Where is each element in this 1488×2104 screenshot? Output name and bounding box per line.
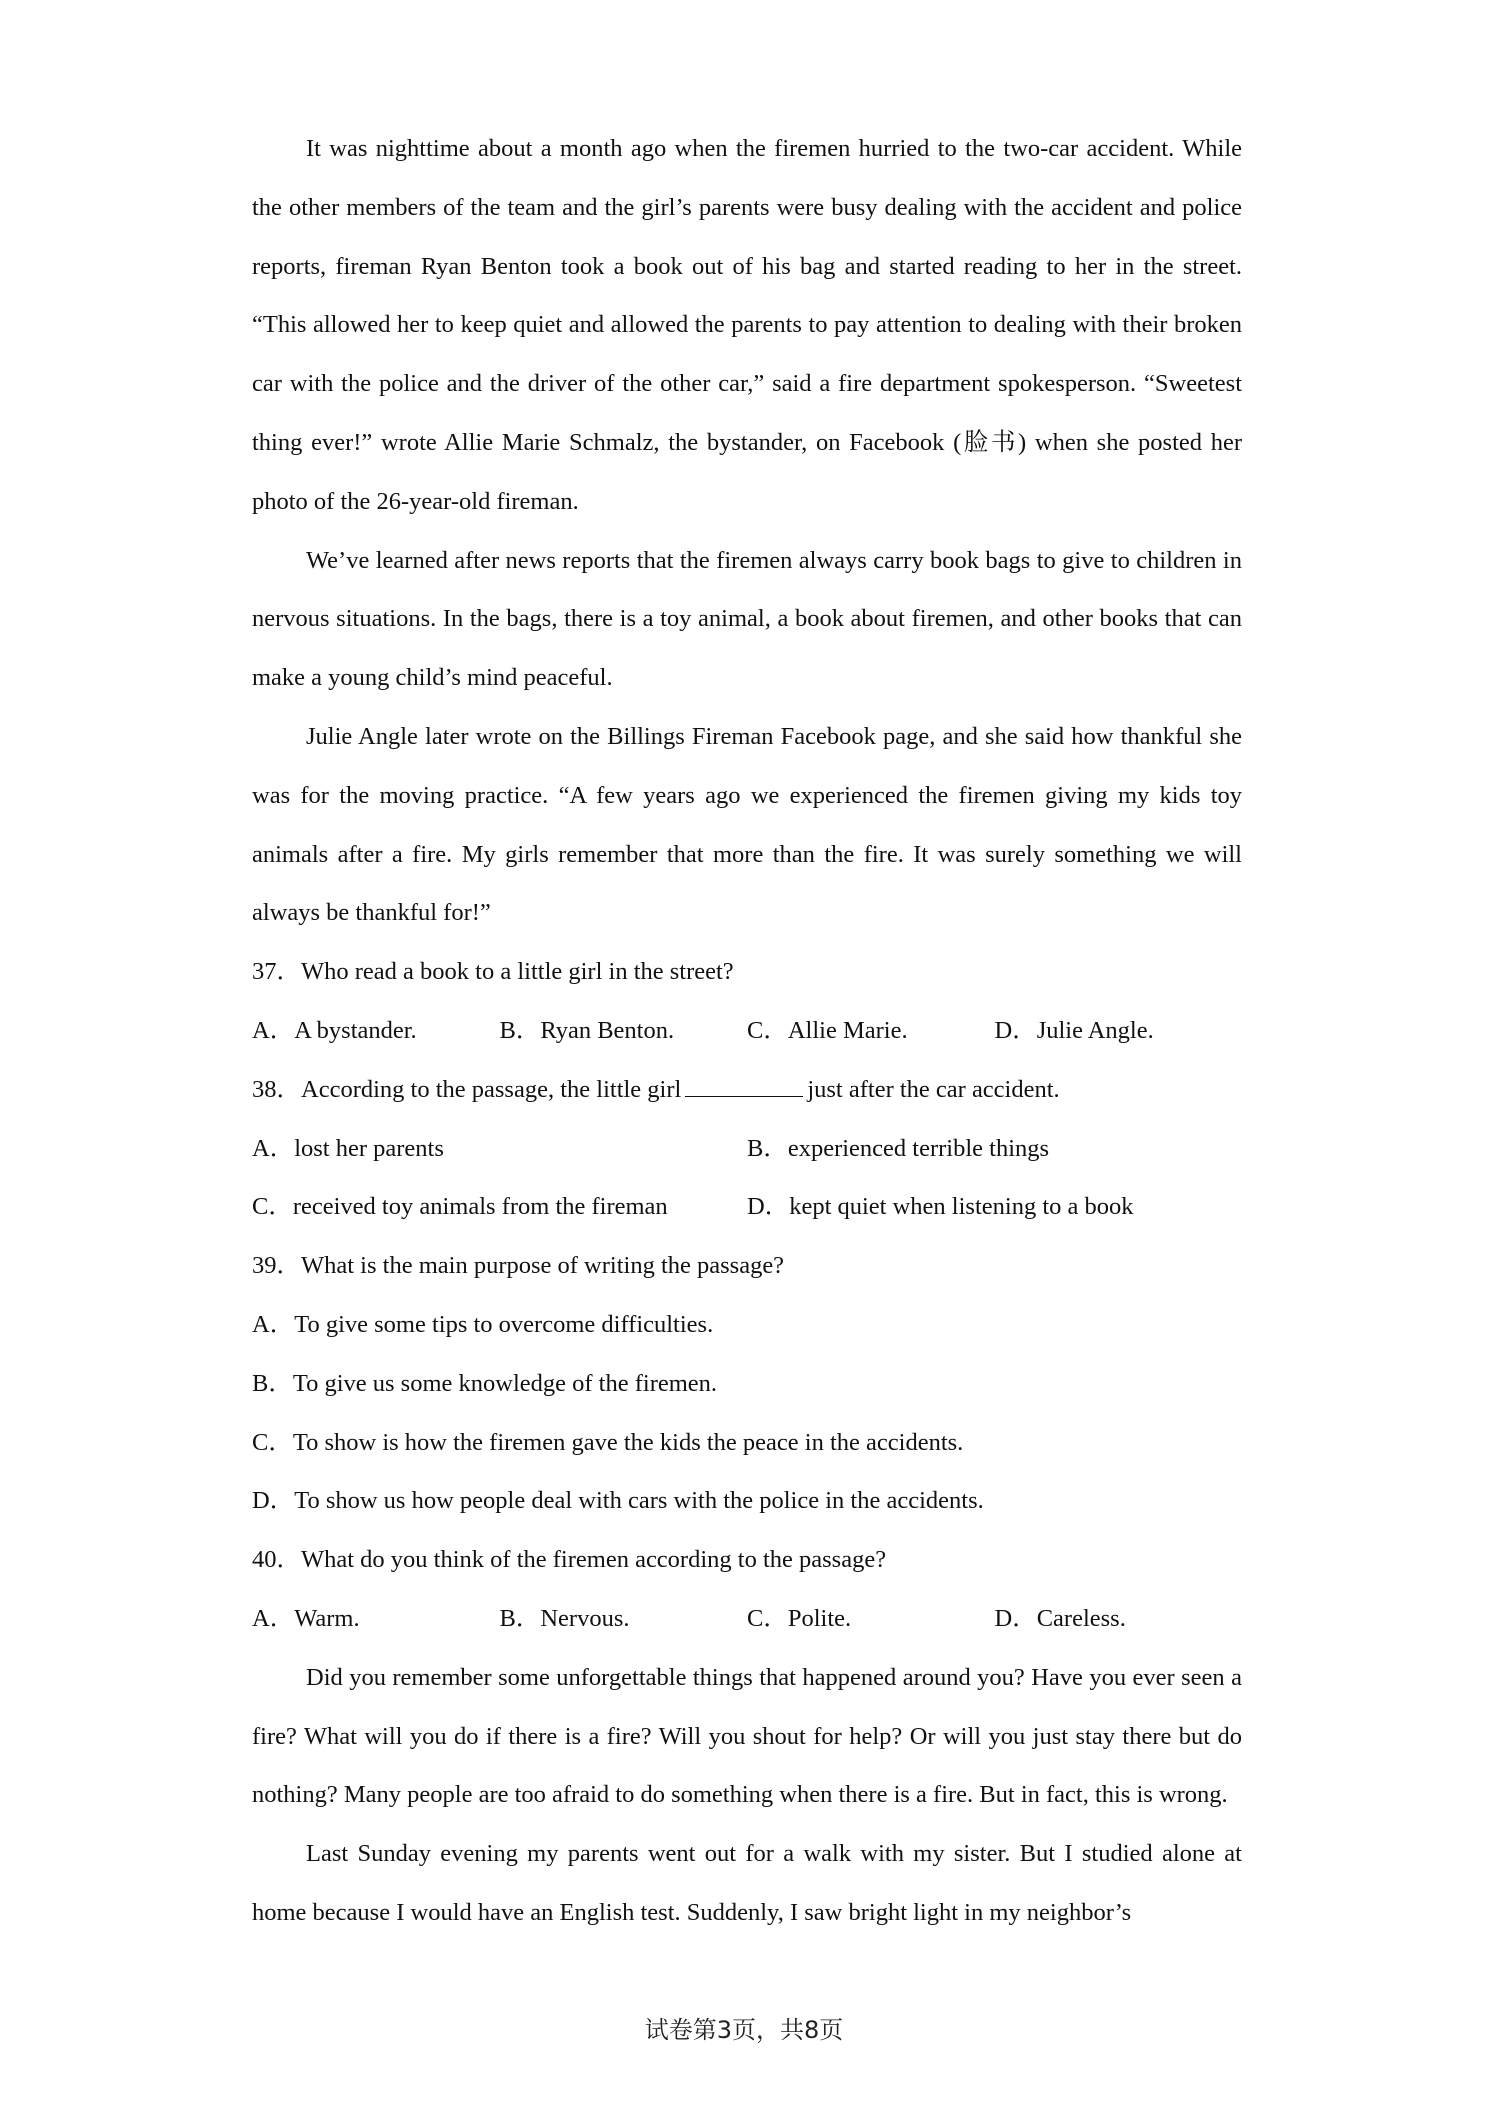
question-37-option-c: C．Allie Marie. [747,1016,908,1044]
question-38-stem [252,1061,1242,1120]
question-38-option-c: C．received toy animals from the fireman [252,1193,668,1221]
passage-a-paragraph-3: Julie Angle later wrote on the Billings Fireman Facebook page, and she said how thankful she was for the moving practice. “A few years ago we experienced the firemen giving my kids toy animals after a fire. My girls remember that more than the fire. It was surely something we will always be thankful for!” [252,722,1242,927]
question-39-stem: 39．What is the main purpose of writing the passage? [252,1252,785,1280]
question-37-option-b: B．Ryan Benton. [499,1016,675,1044]
passage-b-paragraph-1: Did you remember some unforgettable things that happened around you? Have you ever seen a fire? What will you do if there is a fire? Will you shout for help? Or will you just stay there but do nothing? Many people are too afraid to do something when there is a fire. But in fact, this is wrong. [252,1663,1242,1809]
question-37-option-d: D．Julie Angle. [994,1016,1154,1044]
question-39-option-a: A．To give some tips to overcome difficulties. [252,1310,714,1338]
question-39-option-b: B．To give us some knowledge of the firemen. [252,1369,718,1397]
question-38-options-row-1 [252,1120,1242,1179]
question-40-stem: 40．What do you think of the firemen according to the passage? [252,1546,887,1574]
question-38-option-b: B．experienced terrible things [747,1134,1050,1162]
passage-a-paragraph-1: It was nighttime about a month ago when the firemen hurried to the two-car accident. While the other members of the team and the girl’s parents were busy dealing with the accident and police reports, fireman Ryan Benton took a book out of his bag and started reading to her in the street. “This allowed her to keep quiet and allowed the parents to pay attention to dealing with their broken car with the police and the driver of the other car,” said a fire department spokesperson. “Sweetest thing ever!” wrote Allie Marie Schmalz, the bystander, on Facebook (脸书) when she posted her photo of the 26-year-old fireman. [252,135,1242,515]
passage-a-paragraph-2: We’ve learned after news reports that the firemen always carry book bags to give to children in nervous situations. In the bags, there is a toy animal, a book about firemen, and other books that can make a young child’s mind peaceful. [252,546,1242,692]
question-39-option-d: D．To show us how people deal with cars with the police in the accidents. [252,1487,984,1515]
question-37-options [252,1002,1242,1061]
question-40-option-a: A．Warm. [252,1604,360,1632]
question-40-option-d: D．Careless. [994,1604,1126,1632]
question-38-option-a: A．lost her parents [252,1134,444,1162]
question-38-stem-after: just after the car accident. [807,1075,1060,1103]
answer-blank [685,1074,803,1097]
question-40-option-b: B．Nervous. [499,1604,630,1632]
page-content [252,120,1242,1943]
passage-b-paragraph-2: Last Sunday evening my parents went out for a walk with my sister. But I studied alone at home because I would have an English test. Suddenly, I saw bright light in my neighbor’s [252,1840,1242,1926]
question-37-stem: 37．Who read a book to a little girl in the street? [252,958,734,986]
question-39-option-c: C．To show is how the firemen gave the kids the peace in the accidents. [252,1428,964,1456]
question-40-option-c: C．Polite. [747,1604,852,1632]
question-38-options-row-2 [252,1178,1242,1237]
page-footer: 试卷第3页，共8页 [644,2016,844,2044]
question-40-options [252,1590,1242,1649]
question-38-stem-before: 38．According to the passage, the little girl [252,1075,682,1103]
question-37-option-a: A．A bystander. [252,1016,417,1044]
question-38-option-d: D．kept quiet when listening to a book [747,1193,1134,1221]
